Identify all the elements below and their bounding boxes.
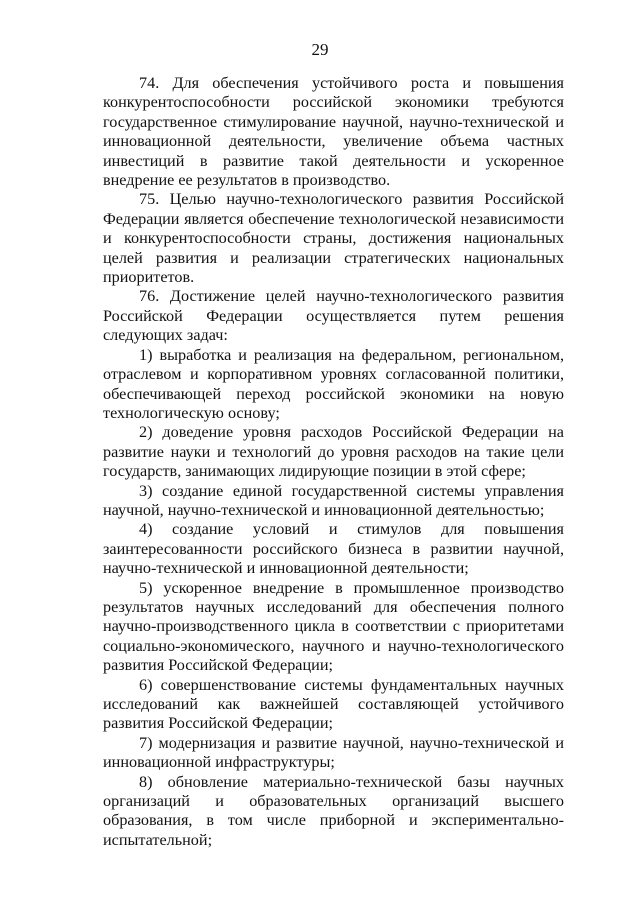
paragraph-75: 75. Целью научно-технологического развития Российской Федерации является обеспечение технологической независимости и конкурентоспособности страны, достижения национальных целей развития и реализации стратегических национальных приоритетов. <box>103 190 564 287</box>
paragraph-74: 74. Для обеспечения устойчивого роста и повышения конкурентоспособности российской экономики требуются государственное стимулирование научной, научно-технической и инновационной деятельности, увеличение объема частных инвестиций в развитие такой деятельности и ускоренное внедрение ее результатов в производство. <box>103 74 564 190</box>
list-item-6: 6) совершенствование системы фундаментальных научных исследований как важнейшей составляющей устойчивого развития Российской Федерации; <box>103 675 564 733</box>
page-number: 29 <box>311 40 329 59</box>
document-body <box>103 74 564 850</box>
list-item-1: 1) выработка и реализация на федеральном, региональном, отраслевом и корпоративном уровнях согласованной политики, обеспечивающей переход российской экономики на новую технологическую основу; <box>103 345 564 422</box>
paragraph-76: 76. Достижение целей научно-технологического развития Российской Федерации осуществляется путем решения следующих задач: <box>103 287 564 345</box>
list-item-4: 4) создание условий и стимулов для повышения заинтересованности российского бизнеса в развитии научной, научно-технической и инновационной деятельности; <box>103 520 564 578</box>
list-item-3: 3) создание единой государственной системы управления научной, научно-технической и инновационной деятельностью; <box>103 481 564 519</box>
list-item-7: 7) модернизация и развитие научной, научно-технической и инновационной инфраструктуры; <box>103 733 564 772</box>
list-item-5: 5) ускоренное внедрение в промышленное производство результатов научных исследований для обеспечения полного научно-производственного цикла в соответствии с приоритетами социально-экономического, научного и научно-технологического развития Российской Федерации; <box>103 578 564 675</box>
list-item-2: 2) доведение уровня расходов Российской Федерации на развитие науки и технологий до уровня расходов на такие цели государств, занимающих лидирующие позиции в этой сфере; <box>103 423 564 481</box>
list-item-8: 8) обновление материально-технической базы научных организаций и образовательных организаций высшего образования, в том числе приборной и экспериментально-испытательной; <box>103 772 564 849</box>
